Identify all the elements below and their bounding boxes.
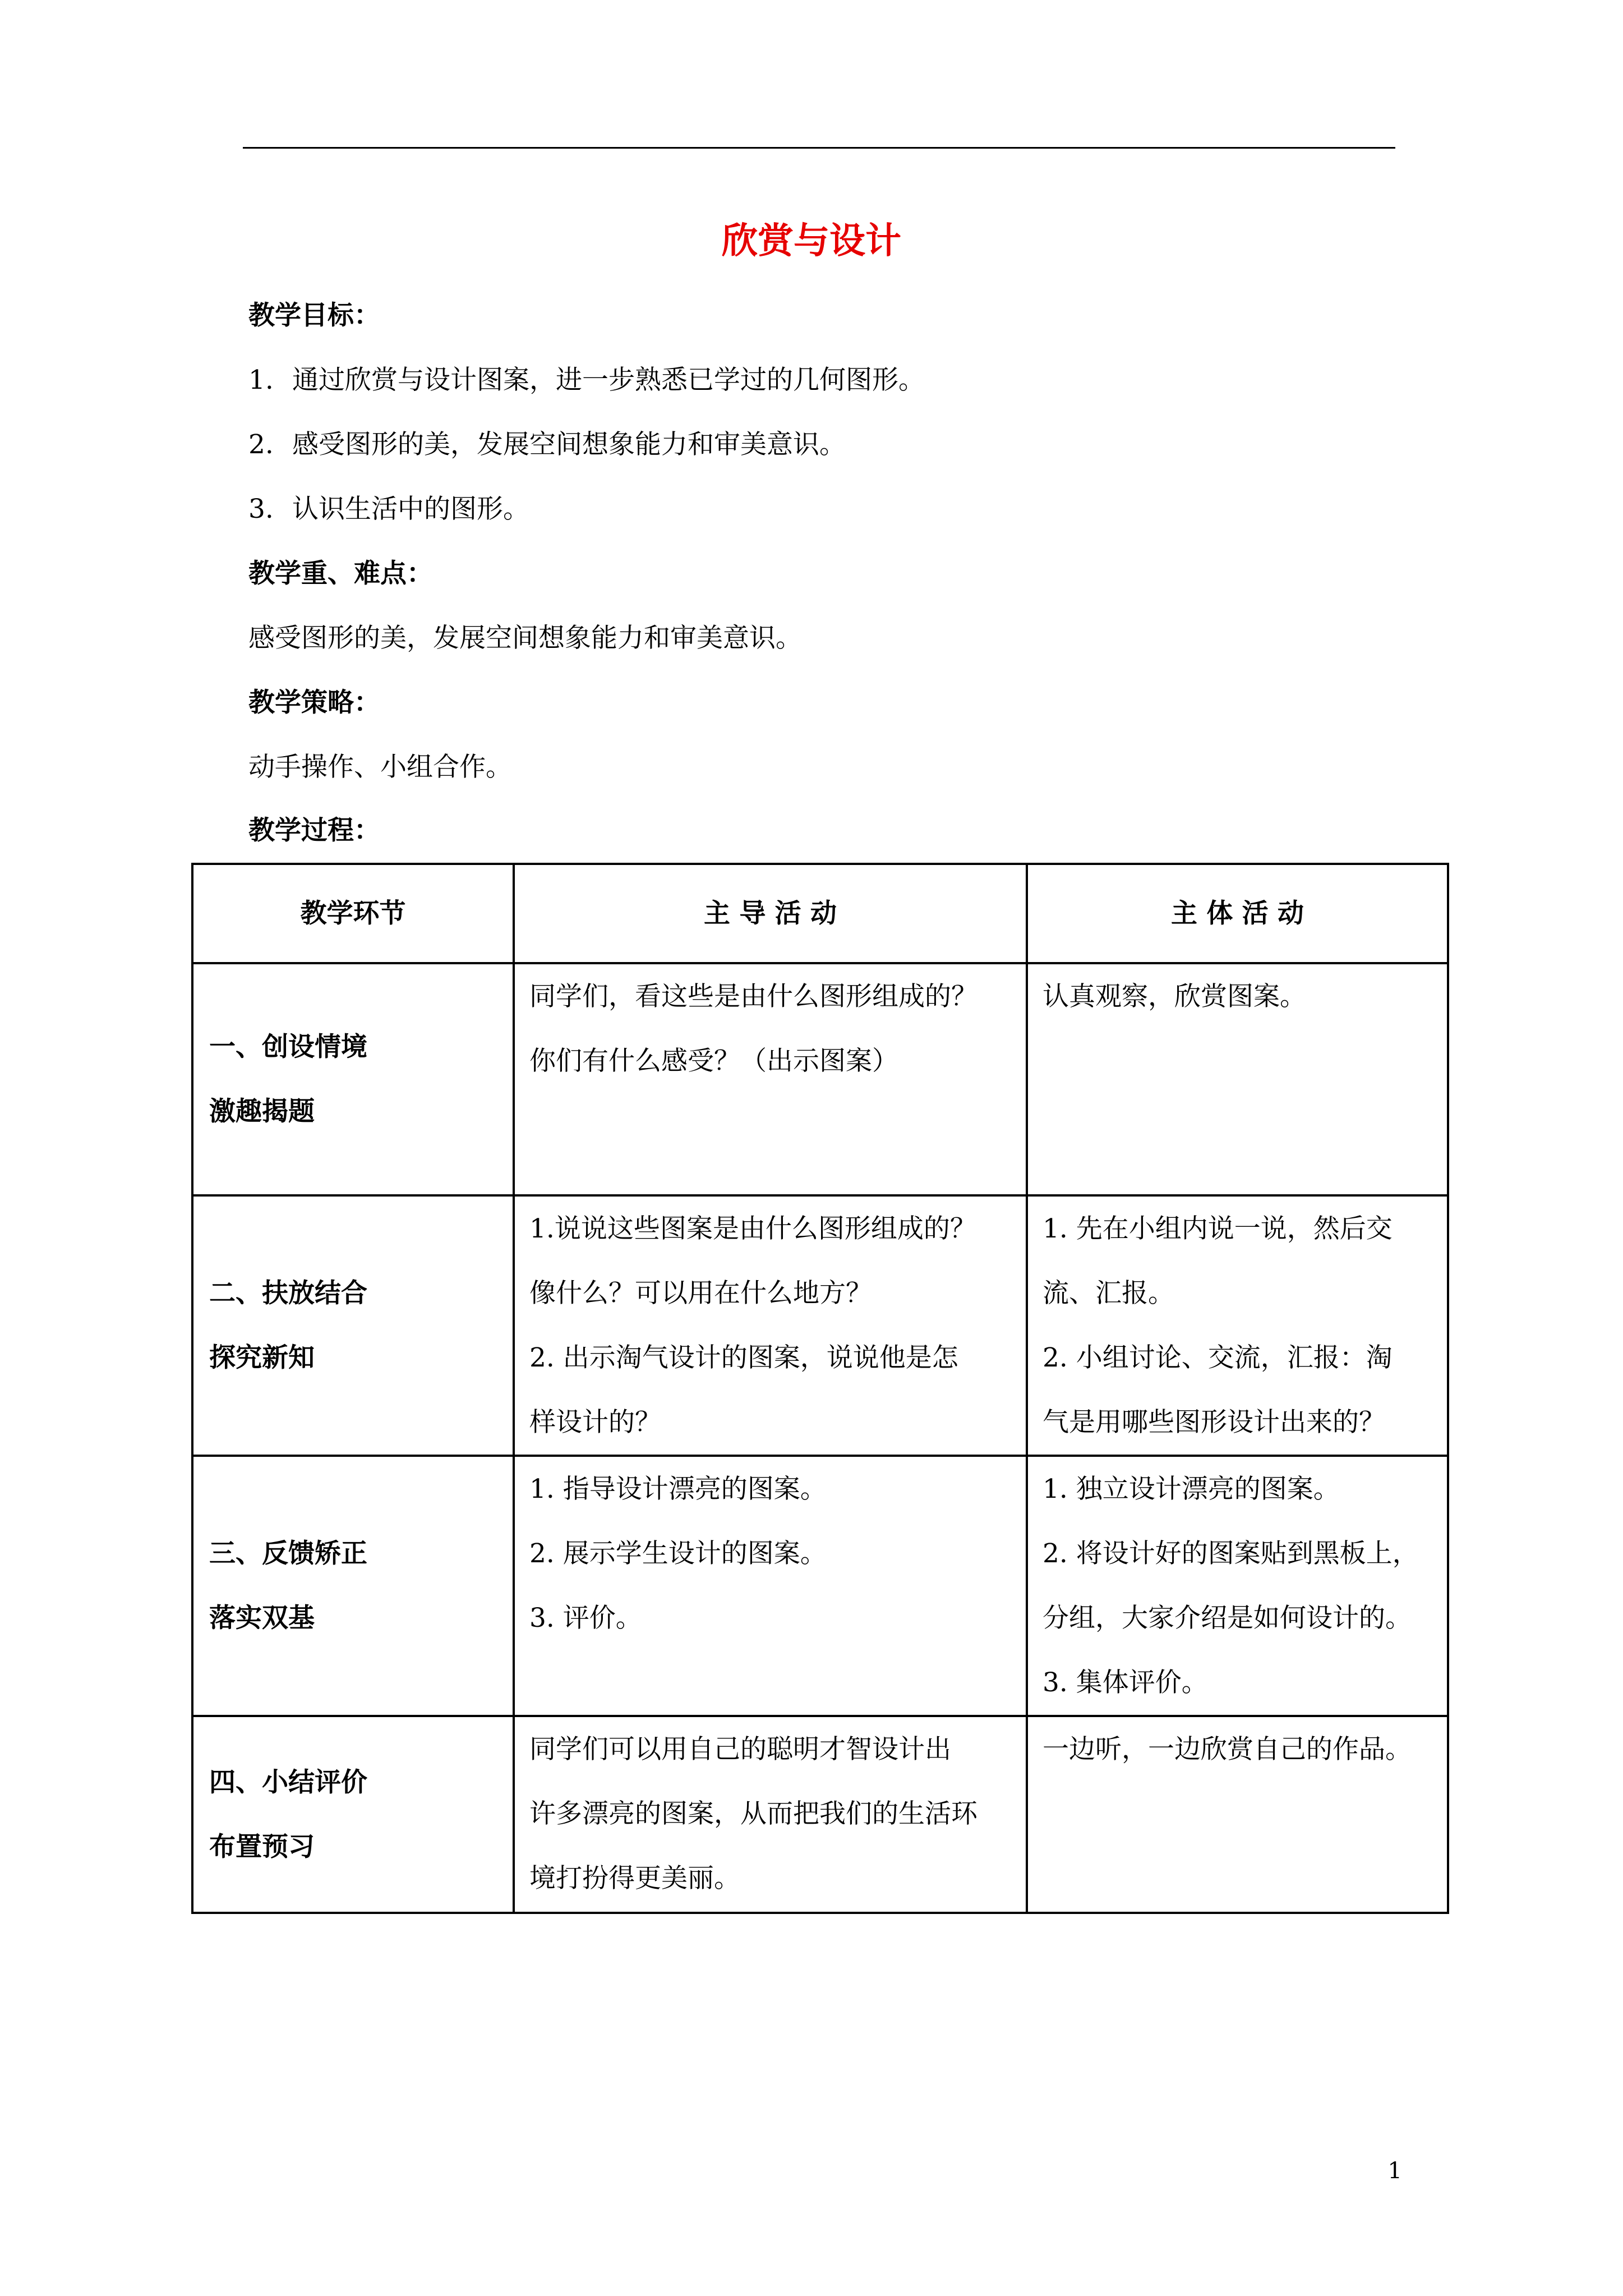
cell-line: 像什么？可以用在什么地方？	[529, 1278, 872, 1309]
cell-line: 2. 出示淘气设计的图案，说说他是怎	[529, 1342, 958, 1373]
cell-line: 1.说说这些图案是由什么图形组成的？	[529, 1213, 976, 1244]
key-points-heading: 教学重、难点：	[248, 558, 433, 589]
student-activity-cell	[1027, 1195, 1448, 1456]
cell-line: 许多漂亮的图案，从而把我们的生活环	[529, 1798, 978, 1829]
objective-item-2	[248, 425, 1426, 464]
objective-text: 认识生活中的图形。	[292, 494, 529, 524]
objectives-heading: 教学目标：	[248, 300, 380, 331]
cell-line: 3. 集体评价。	[1043, 1667, 1208, 1698]
strategy-heading: 教学策略：	[248, 687, 380, 718]
stage-subtitle: 布置预习	[209, 1831, 315, 1862]
document-title: 欣赏与设计	[722, 220, 901, 262]
table-row	[192, 1456, 1448, 1716]
cell-line: 同学们可以用自己的聪明才智设计出	[529, 1734, 951, 1765]
stage-cell	[192, 963, 514, 1195]
process-heading: 教学过程：	[248, 815, 380, 846]
stage-cell	[192, 1716, 514, 1913]
strategy-text: 动手操作、小组合作。	[248, 752, 512, 783]
process-table	[191, 863, 1449, 1914]
objective-num: 1.	[248, 365, 274, 395]
table-header-row	[192, 864, 1448, 963]
header-student-activity: 主 体 活 动	[1027, 864, 1448, 963]
header-stage: 教学环节	[192, 864, 514, 963]
page-number: 1	[1387, 2158, 1402, 2184]
stage-subtitle: 激趣揭题	[209, 1096, 315, 1127]
cell-line: 2. 展示学生设计的图案。	[529, 1538, 827, 1569]
cell-line: 2. 小组讨论、交流，汇报：淘	[1043, 1342, 1393, 1373]
table-row	[192, 1195, 1448, 1456]
lead-activity-cell	[514, 963, 1027, 1195]
cell-line: 境打扮得更美丽。	[529, 1863, 740, 1894]
cell-line: 样设计的？	[529, 1407, 661, 1438]
stage-cell	[192, 1456, 514, 1716]
stage-subtitle: 落实双基	[209, 1603, 315, 1634]
table-row	[192, 1716, 1448, 1913]
cell-line: 1. 先在小组内说一说，然后交	[1043, 1213, 1393, 1244]
table-row	[192, 963, 1448, 1195]
objective-item-1	[248, 361, 1426, 400]
cell-line: 2. 将设计好的图案贴到黑板上，	[1043, 1538, 1419, 1569]
objective-text: 感受图形的美，发展空间想象能力和审美意识。	[292, 429, 846, 460]
lead-activity-cell	[514, 1195, 1027, 1456]
objective-text: 通过欣赏与设计图案，进一步熟悉已学过的几何图形。	[292, 365, 925, 395]
stage-title: 四、小结评价	[209, 1766, 367, 1798]
lead-activity-cell	[514, 1716, 1027, 1913]
stage-title: 二、扶放结合	[209, 1278, 367, 1309]
cell-line: 气是用哪些图形设计出来的？	[1043, 1407, 1385, 1438]
objective-num: 2.	[248, 429, 274, 460]
cell-line: 3. 评价。	[529, 1603, 642, 1634]
stage-title: 一、创设情境	[209, 1032, 367, 1062]
header-rule	[243, 147, 1395, 149]
cell-line: 1. 指导设计漂亮的图案。	[529, 1474, 827, 1504]
stage-cell	[192, 1195, 514, 1456]
stage-subtitle: 探究新知	[209, 1342, 315, 1373]
key-points-text: 感受图形的美，发展空间想象能力和审美意识。	[248, 623, 802, 654]
header-lead-activity: 主 导 活 动	[514, 864, 1027, 963]
lead-activity-cell	[514, 1456, 1027, 1716]
stage-title: 三、反馈矫正	[209, 1538, 367, 1569]
objective-num: 3.	[248, 494, 274, 524]
cell-line: 你们有什么感受？（出示图案）	[529, 1046, 898, 1076]
cell-line: 认真观察，欣赏图案。	[1043, 981, 1306, 1012]
cell-line: 流、汇报。	[1043, 1278, 1174, 1309]
student-activity-cell	[1027, 1716, 1448, 1913]
cell-line: 分组，大家介绍是如何设计的。	[1043, 1603, 1412, 1634]
cell-line: 一边听，一边欣赏自己的作品。	[1043, 1734, 1412, 1765]
cell-line: 同学们，看这些是由什么图形组成的？	[529, 981, 978, 1012]
cell-line: 1. 独立设计漂亮的图案。	[1043, 1474, 1340, 1504]
student-activity-cell	[1027, 963, 1448, 1195]
objective-item-3	[248, 490, 1426, 529]
student-activity-cell	[1027, 1456, 1448, 1716]
